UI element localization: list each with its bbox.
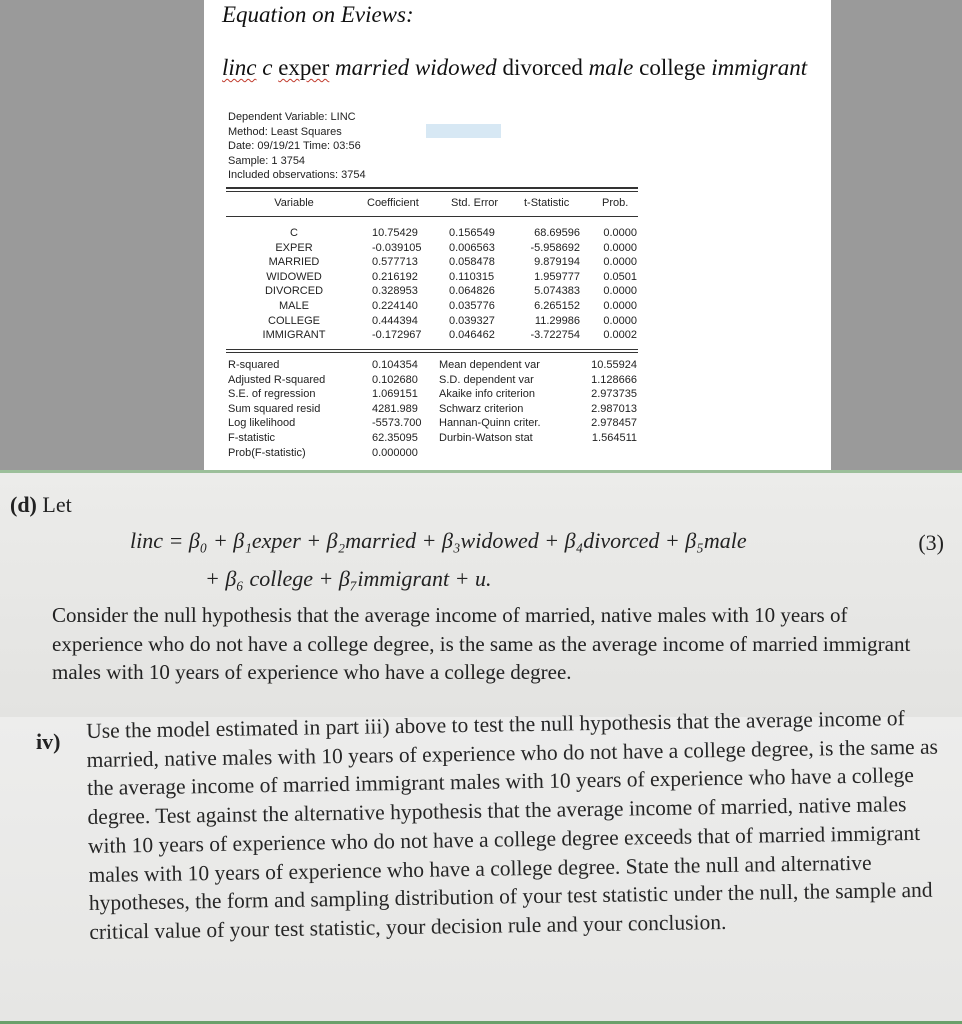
eq-word-married-widowed: married widowed — [335, 55, 497, 80]
eq-word-college: college — [639, 55, 706, 80]
prob-value: 0.0002 — [603, 329, 637, 342]
table-mid-rule-2 — [226, 352, 638, 353]
col-header-variable: Variable — [274, 197, 314, 209]
stat-label: S.D. dependent var — [439, 373, 534, 386]
part-iv-label: iv) — [36, 729, 61, 754]
coefficient-value: 10.75429 — [372, 227, 418, 239]
coefficient-value: -0.039105 — [372, 241, 422, 254]
stat-value: 0.000000 — [372, 446, 418, 459]
stats-right-values — [574, 358, 637, 446]
coefficient-value: 0.328953 — [372, 285, 418, 298]
part-iv-paragraph: Use the model estimated in part iii) above to test the null hypothesis that the average income of married, native males with 10 years of experience who do not have a college degree, is the same as the average income of married immigrant males with 10 years of experience who have a college degree. Test against the alternative hypothesis that the average income of married, native males with 10 years of experience who do not have a college degree exceeds that of married immigrant males with 10 years of experience who have a college degree. State the null and alternative hypotheses, the form and sampling distribution of your test statistic under the null, the sample and critical value of your test statistic, your decision rule and your conclusion. — [86, 706, 939, 944]
stats-left-labels — [228, 358, 325, 460]
prob-value: 0.0000 — [603, 256, 637, 269]
prob-value: 0.0000 — [603, 285, 637, 298]
coefficient-value: 0.444394 — [372, 314, 418, 327]
stat-value: -5573.700 — [372, 417, 422, 430]
stat-label: Sum squared resid — [228, 402, 321, 415]
stat-value: 0.104354 — [372, 359, 418, 371]
var-name: COLLEGE — [268, 314, 320, 327]
std-error-value: 0.039327 — [449, 314, 495, 327]
prob-value: 0.0000 — [603, 314, 637, 327]
eq-word-divorced: divorced — [502, 55, 583, 80]
t-statistic-value: -3.722754 — [530, 329, 580, 342]
stat-value: 1.128666 — [591, 373, 637, 386]
var-name: WIDOWED — [266, 270, 322, 283]
stats-left-values — [372, 358, 422, 460]
variable-column — [249, 226, 339, 343]
t-statistic-value: -5.958692 — [530, 241, 580, 254]
stat-value: 62.35095 — [372, 431, 418, 444]
std-error-value: 0.058478 — [449, 256, 495, 269]
stat-label: R-squared — [228, 359, 280, 371]
var-name: EXPER — [275, 241, 313, 254]
formula-lhs: linc — [130, 528, 163, 553]
table-mid-rule — [226, 349, 638, 350]
stat-value: 10.55924 — [591, 359, 637, 371]
stat-label: Durbin-Watson stat — [439, 431, 533, 444]
stat-value: 2.973735 — [591, 388, 637, 401]
std-error-value: 0.064826 — [449, 285, 495, 298]
eq-word-c: c — [262, 55, 273, 80]
part-iv-panel — [0, 706, 962, 1024]
table-top-rule-2 — [226, 191, 638, 192]
regression-header — [228, 110, 366, 183]
stat-label: Schwarz criterion — [439, 402, 524, 415]
col-header-t-statistic: t-Statistic — [524, 197, 570, 209]
coefficient-value: -0.172967 — [372, 329, 422, 342]
method-line: Method: Least Squares — [228, 125, 342, 138]
col-header-prob: Prob. — [602, 197, 629, 209]
std-error-value: 0.035776 — [449, 299, 495, 312]
var-name: MARRIED — [268, 256, 320, 269]
table-header-rule — [226, 216, 638, 217]
stat-value: 0.102680 — [372, 373, 418, 386]
observations-line: Included observations: 3754 — [228, 169, 366, 182]
stat-label: Akaike info criterion — [439, 388, 535, 401]
part-d-paragraph: Consider the null hypothesis that the average income of married, native males with 10 years of experience who do not have a college degree, is the same as the average income of married immigrant males with 10 years of experience who have a college degree. — [52, 603, 911, 684]
var-name: IMMIGRANT — [262, 329, 326, 342]
prob-value: 0.0000 — [603, 227, 637, 239]
var-name: C — [290, 227, 298, 239]
std-error-value: 0.046462 — [449, 329, 495, 342]
part-d-panel — [0, 470, 962, 717]
equation-number: (3) — [918, 530, 944, 555]
formula-rhs: = β₀ + β₁exper + β₂married + β₃widowed + β₄divorced + β₅male — [163, 528, 747, 553]
stat-value: 1.564511 — [591, 431, 637, 444]
equation-title-text: Equation on Eviews: — [222, 2, 414, 27]
coefficient-value: 0.216192 — [372, 270, 418, 283]
stat-label: Log likelihood — [228, 417, 296, 430]
eq-word-male: male — [588, 55, 634, 80]
std-error-value: 0.110315 — [449, 270, 495, 283]
stat-label: Mean dependent var — [439, 359, 540, 371]
std-error-value: 0.156549 — [449, 227, 495, 239]
t-statistic-value: 5.074383 — [534, 285, 580, 298]
prob-value: 0.0000 — [603, 241, 637, 254]
stat-label: Prob(F-statistic) — [228, 446, 306, 459]
stat-label: S.E. of regression — [228, 388, 316, 401]
panel-top-border — [0, 470, 962, 473]
dependent-variable-line: Dependent Variable: LINC — [228, 111, 356, 123]
sample-line: Sample: 1 3754 — [228, 154, 306, 167]
var-name: MALE — [279, 299, 309, 312]
eq-word-linc: linc — [222, 55, 257, 80]
part-d-let: Let — [42, 492, 72, 517]
table-top-rule — [226, 187, 638, 189]
stat-label: F-statistic — [228, 431, 276, 444]
coefficient-value: 0.577713 — [372, 256, 418, 269]
t-statistic-column — [504, 226, 580, 343]
equation-title — [222, 2, 414, 28]
stat-value: 1.069151 — [372, 388, 418, 401]
t-statistic-value: 68.69596 — [534, 227, 580, 239]
std-error-column — [449, 226, 495, 343]
stat-value: 2.978457 — [591, 417, 637, 430]
part-d-heading — [10, 492, 72, 518]
prob-value: 0.0000 — [603, 299, 637, 312]
model-formula-line-2: + β₆ college + β₇immigrant + u. — [205, 566, 492, 591]
coefficient-column — [372, 226, 422, 343]
model-formula-line-1 — [130, 528, 747, 554]
stats-right-labels — [439, 358, 541, 446]
col-header-std-error: Std. Error — [451, 197, 499, 209]
eq-word-exper: exper — [278, 55, 330, 80]
var-name: DIVORCED — [264, 285, 324, 298]
stat-value: 2.987013 — [591, 402, 637, 415]
prob-value: 0.0501 — [603, 270, 637, 283]
date-line: Date: 09/19/21 Time: 03:56 — [228, 140, 361, 153]
t-statistic-value: 6.265152 — [534, 299, 580, 312]
eq-word-immigrant: immigrant — [711, 55, 808, 80]
stat-label: Hannan-Quinn criter. — [439, 417, 541, 430]
t-statistic-value: 11.29986 — [534, 314, 580, 327]
coefficient-value: 0.224140 — [372, 299, 418, 312]
std-error-value: 0.006563 — [449, 241, 495, 254]
equation-specification — [222, 55, 807, 81]
stat-label: Adjusted R-squared — [228, 373, 326, 386]
selection-highlight — [426, 124, 501, 138]
eviews-output-panel — [204, 0, 831, 470]
t-statistic-value: 9.879194 — [534, 256, 580, 269]
stat-value: 4281.989 — [372, 402, 418, 415]
t-statistic-value: 1.959777 — [534, 270, 580, 283]
col-header-coefficient: Coefficient — [367, 197, 419, 209]
prob-column — [584, 226, 637, 343]
part-d-label: (d) — [10, 492, 37, 517]
